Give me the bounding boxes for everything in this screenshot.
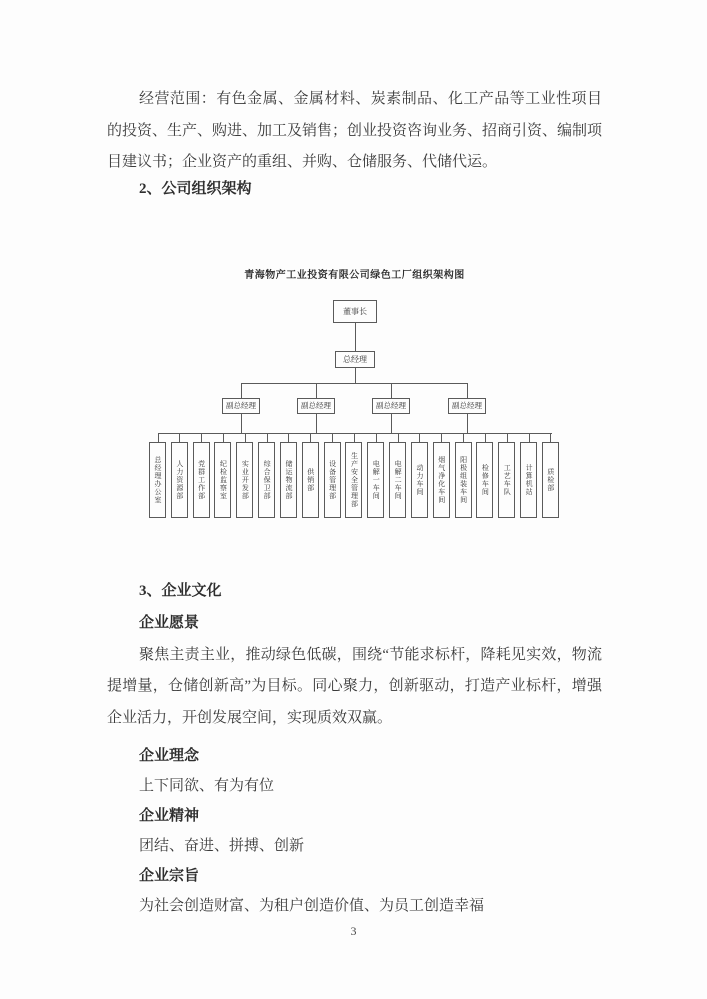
vision-label: 企业愿景	[139, 614, 200, 631]
org-box-department-label: 阳极组装车间	[459, 455, 468, 504]
org-chart	[107, 260, 602, 530]
philosophy-text: 上下同欲、有为有位	[139, 778, 275, 794]
org-box-department	[280, 442, 297, 518]
spirit-text: 团结、奋进、拼搏、创新	[139, 838, 305, 854]
org-chart-title: 青海物产工业投资有限公司绿色工厂组织架构图	[244, 269, 465, 281]
vision-paragraph: 聚焦主责主业，推动绿色低碳，围绕“节能求标杆，降耗见实效，物流提增量，仓储创新高”为目标。同心聚力，创新驱动，打造产业标杆，增强企业活力，开创发展空间，实现质效双赢。	[107, 646, 602, 726]
org-box-department	[149, 442, 166, 518]
org-box-general-manager: 总经理	[335, 351, 375, 368]
org-box-department-label: 设备管理部	[328, 459, 337, 500]
org-box-department-label: 烟气净化车间	[437, 455, 446, 504]
org-box-department-label: 实业开发部	[241, 459, 250, 500]
org-box-department	[498, 442, 515, 518]
org-box-department-label: 总经理办公室	[154, 455, 162, 504]
org-box-department	[324, 442, 341, 518]
org-box-department	[433, 442, 450, 518]
org-box-department	[214, 442, 231, 518]
org-box-department	[236, 442, 253, 518]
org-box-department	[193, 442, 210, 518]
org-box-department-label: 生产安全管理部	[350, 451, 359, 508]
org-box-department	[367, 442, 384, 518]
org-box-department	[455, 442, 472, 518]
business-scope-paragraph: 经营范围：有色金属、金属材料、炭素制品、化工产品等工业性项目的投资、生产、购进、加工及销售；创业投资咨询业务、招商引资、编制项目建议书；企业资产的重组、并购、仓储服务、代储代运。	[107, 91, 603, 170]
org-box-deputy-gm: 副总经理	[448, 398, 486, 414]
org-box-department	[520, 442, 537, 518]
org-box-department-label: 供销部	[306, 467, 315, 492]
org-box-deputy-gm: 副总经理	[372, 398, 410, 414]
connector-line	[241, 383, 468, 384]
org-box-department	[389, 442, 406, 518]
org-box-deputy-gm: 副总经理	[297, 398, 335, 414]
org-box-department-label: 工艺车队	[503, 463, 512, 496]
heading-culture: 3、企业文化	[139, 582, 222, 599]
org-box-department-label: 质检部	[546, 467, 555, 492]
spirit-label: 企业精神	[139, 808, 200, 824]
connector-line	[355, 323, 356, 351]
org-box-department	[345, 442, 362, 518]
philosophy-label: 企业理念	[139, 748, 200, 764]
heading-org-structure: 2、公司组织架构	[139, 180, 252, 197]
org-box-chairman: 董事长	[333, 300, 377, 323]
org-box-department-label: 党群工作部	[197, 459, 206, 500]
connector-line	[355, 368, 356, 383]
org-box-department	[302, 442, 319, 518]
page-number: 3	[350, 924, 357, 938]
org-box-department-label: 电解二车间	[394, 459, 403, 500]
document-content	[107, 84, 602, 914]
department-row	[149, 442, 559, 518]
org-box-department	[411, 442, 428, 518]
org-box-department	[542, 442, 559, 518]
org-box-department-label: 纪检监察室	[219, 459, 228, 500]
connector-line	[158, 433, 552, 434]
org-box-deputy-gm: 副总经理	[222, 398, 260, 414]
purpose-text: 为社会创造财富、为租户创造价值、为员工创造幸福	[139, 898, 485, 914]
purpose-label: 企业宗旨	[139, 868, 200, 884]
org-box-department	[258, 442, 275, 518]
org-box-department-label: 动力车间	[415, 463, 424, 496]
org-box-department-label: 储运物流部	[284, 459, 293, 500]
org-box-department-label: 计算机站	[525, 463, 534, 496]
org-box-department	[476, 442, 493, 518]
org-box-department-label: 综合保卫部	[263, 459, 272, 500]
org-box-department-label: 电解一车间	[372, 459, 381, 500]
org-box-department-label: 人力资源部	[175, 459, 184, 500]
org-box-department-label: 检修车间	[481, 463, 490, 496]
org-box-department	[171, 442, 188, 518]
